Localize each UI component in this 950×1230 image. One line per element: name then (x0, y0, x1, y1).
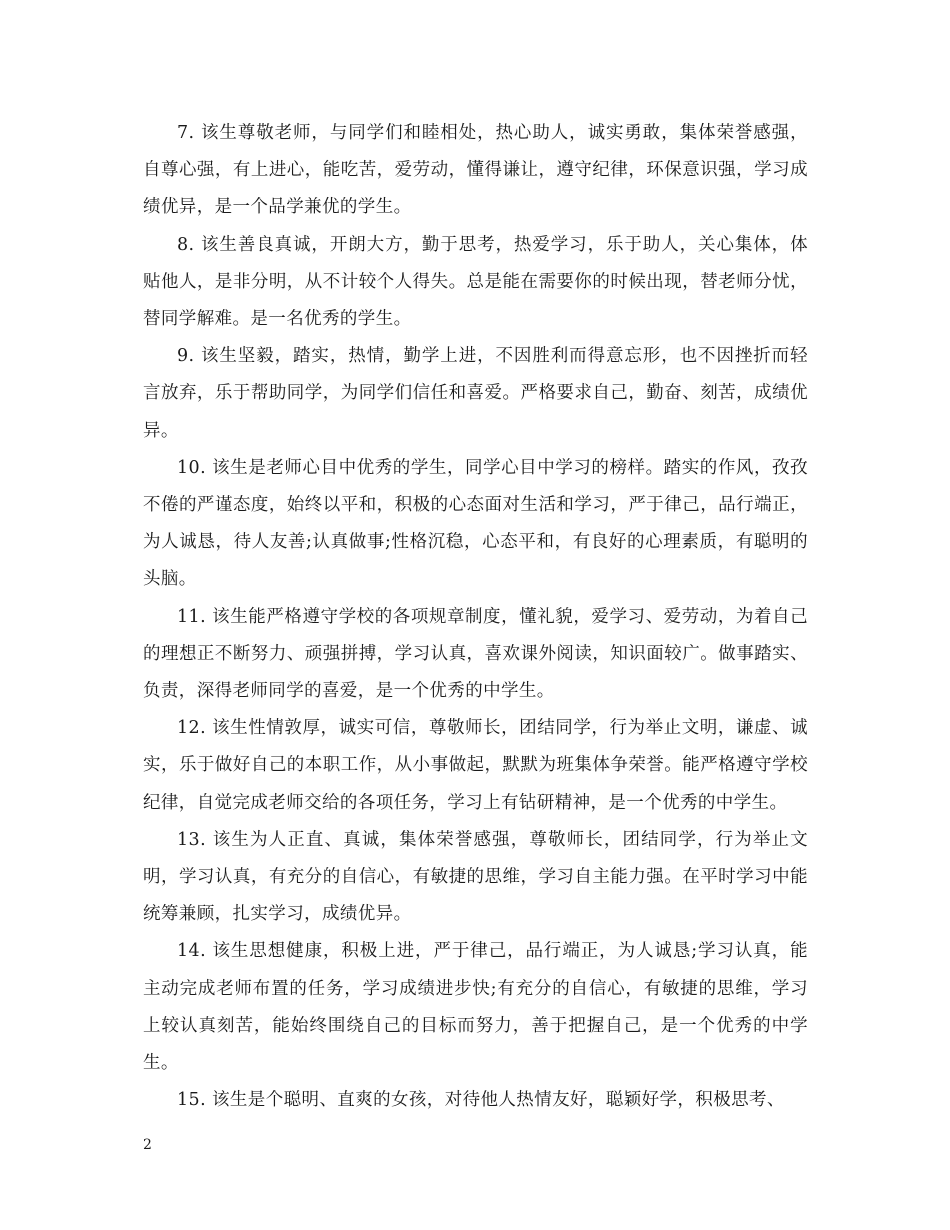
paragraph-12: 12. 该生性情敦厚，诚实可信，尊敬师长，团结同学，行为举止文明，谦虚、诚实，乐于做好自己的本职工作，从小事做起，默默为班集体争荣誉。能严格遵守学校纪律，自觉完成老师交给的各项任务，学习上有钻研精神，是一个优秀的中学生。 (143, 718, 808, 813)
paragraph-15: 15. 该生是个聪明、直爽的女孩，对待他人热情友好，聪颖好学，积极思考、 (177, 1090, 785, 1111)
paragraph-8: 8. 该生善良真诚，开朗大方，勤于思考，热爱学习，乐于助人，关心集体，体贴他人，是非分明，从不计较个人得失。总是能在需要你的时候出现，替老师分忧，替同学解难。是一名优秀的学生。 (143, 234, 808, 330)
paragraph-9: 9. 该生坚毅，踏实，热情，勤学上进，不因胜利而得意忘形，也不因挫折而轻言放弃，乐于帮助同学，为同学们信任和喜爱。严格要求自己，勤奋、刻苦，成绩优异。 (143, 346, 808, 441)
paragraph-7: 7. 该生尊敬老师，与同学们和睦相处，热心助人，诚实勇敢，集体荣誉感强，自尊心强，有上进心，能吃苦，爱劳动，懂得谦让，遵守纪律，环保意识强，学习成绩优异，是一个品学兼优的学生。 (143, 123, 808, 218)
paragraph-13: 13. 该生为人正直、真诚，集体荣誉感强，尊敬师长，团结同学，行为举止文明，学习认真，有充分的自信心，有敏捷的思维，学习自主能力强。在平时学习中能统筹兼顾，扎实学习，成绩优异。 (143, 829, 808, 925)
paragraph-10: 10. 该生是老师心目中优秀的学生，同学心目中学习的榜样。踏实的作风，孜孜不倦的严谨态度，始终以平和，积极的心态面对生活和学习，严于律己，品行端正，为人诚恳，待人友善;认真做事;性格沉稳，心态平和，有良好的心理素质，有聪明的头脑。 (143, 457, 808, 590)
paragraph-14: 14. 该生思想健康，积极上进，严于律己，品行端正，为人诚恳;学习认真，能主动完成老师布置的任务，学习成绩进步快;有充分的自信心，有敏捷的思维，学习上较认真刻苦，能始终围绕自己的目标而努力，善于把握自己，是一个优秀的中学生。 (143, 941, 808, 1074)
document-body (143, 115, 808, 1119)
page-number: 2 (143, 1137, 152, 1153)
paragraph-11: 11. 该生能严格遵守学校的各项规章制度，懂礼貌，爱学习、爱劳动，为着自己的理想正不断努力、顽强拼搏，学习认真，喜欢课外阅读，知识面较广。做事踏实、负责，深得老师同学的喜爱，是一个优秀的中学生。 (143, 606, 808, 702)
